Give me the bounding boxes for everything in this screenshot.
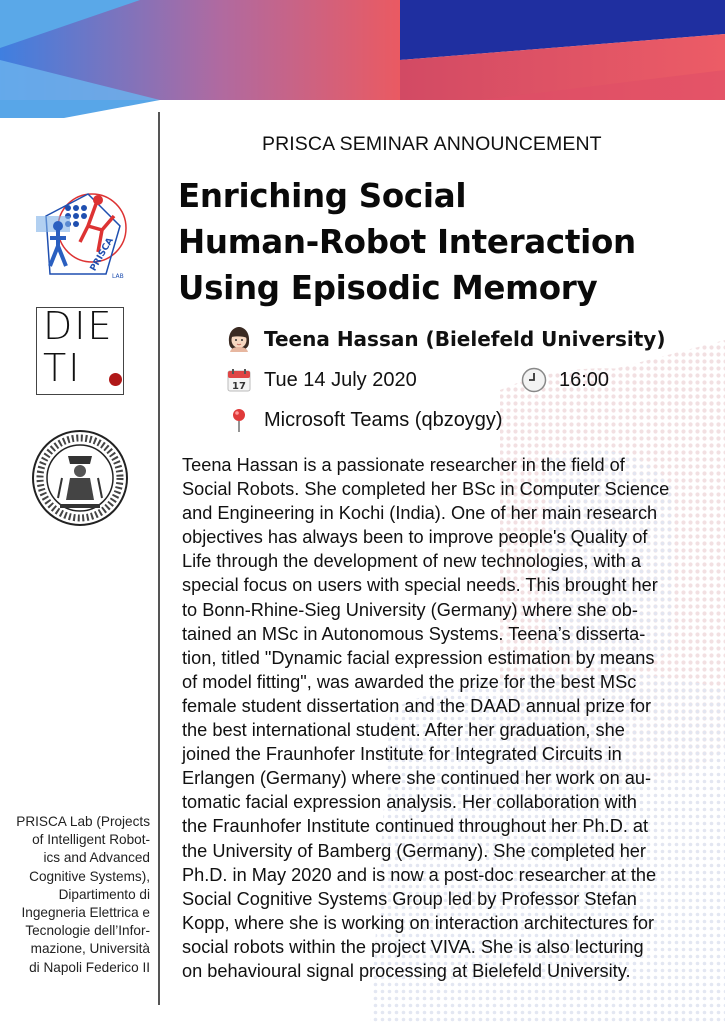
event-location: Microsoft Teams (qbzoygy) — [264, 408, 503, 431]
bio-line: Ph.D. in May 2020 and is now a post-doc researcher at the — [182, 864, 657, 885]
bio-line: and Engineering in Kochi (India). One of her main research — [182, 503, 658, 524]
pin-icon — [226, 407, 252, 433]
bio-line: the Fraunhofer Institute continued throughout her Ph.D. at — [182, 816, 649, 837]
bio-line: the best international student. After her graduation, she — [182, 720, 625, 741]
affiliation-line: Dipartimento di — [58, 886, 150, 902]
clock-icon — [521, 367, 547, 393]
bio-line: to Bonn-Rhine-Sieg University (Germany) where she ob- — [182, 599, 638, 620]
bio-line: of model fitting", was awarded the prize for the best MSc — [182, 671, 637, 692]
bio-line: Social Cognitive Systems Group led by Professor Stefan — [182, 888, 637, 909]
bio-line: Social Robots. She completed her BSc in Computer Science — [182, 479, 670, 500]
affiliation-line: ics and Advanced — [43, 850, 150, 866]
dieti-logo-line-2: TI — [43, 346, 82, 390]
bio-line: objectives has always been to improve people's Quality of — [182, 527, 648, 548]
bio-line: social robots within the project VIVA. She is also lecturing — [182, 936, 644, 957]
location-row — [226, 407, 503, 433]
bio-line: tained an MSc in Autonomous Systems. Teena’s disserta- — [182, 623, 646, 644]
svg-text:PRISCA: PRISCA — [88, 236, 116, 274]
woman-emoji-icon — [226, 326, 252, 352]
calendar-icon — [226, 367, 252, 393]
svg-text:LAB: LAB — [112, 273, 124, 280]
bio-line: Teena Hassan is a passionate researcher in the field of — [182, 455, 625, 475]
bio-line: Life through the development of new technologies, with a — [182, 551, 642, 572]
affiliation-line: Cognitive Systems), — [29, 868, 150, 884]
bio-line: tion, titled "Dynamic facial expression estimation by means — [182, 647, 655, 668]
bio-line: special focus on users with special needs. This brought her — [182, 575, 658, 596]
title-line: Enriching Social — [178, 177, 467, 215]
affiliation-line: of Intelligent Robot- — [32, 832, 150, 848]
prisca-lab-logo — [28, 186, 128, 280]
affiliation-line: PRISCA Lab (Projects — [16, 814, 150, 829]
svg-text:17: 17 — [232, 381, 246, 392]
vertical-divider — [158, 112, 160, 1005]
bio-line: the University of Bamberg (Germany). She completed her — [182, 840, 646, 861]
speaker-bio — [182, 453, 717, 983]
bio-line: tomatic facial expression analysis. Her collaboration with — [182, 792, 637, 813]
bio-line: on behavioural signal processing at Bielefeld University. — [182, 960, 631, 981]
seminar-title — [178, 173, 698, 311]
affiliation-line: Ingegneria Elettrica e — [21, 905, 150, 921]
affiliation-line: di Napoli Federico II — [29, 959, 150, 975]
event-time: 16:00 — [559, 368, 610, 391]
bio-line: female student dissertation and the DAAD annual prize for — [182, 695, 652, 716]
seminar-label: PRISCA SEMINAR ANNOUNCEMENT — [262, 133, 602, 155]
event-date: Tue 14 July 2020 — [264, 368, 417, 391]
date-row — [226, 367, 417, 393]
university-seal-logo — [30, 428, 130, 528]
speaker-row — [226, 326, 665, 352]
header-banner — [0, 0, 725, 118]
speaker-name: Teena Hassan (Bielefeld University) — [264, 327, 666, 351]
time-row — [521, 367, 609, 393]
dieti-logo-line-1: DIE — [43, 304, 114, 348]
affiliation-line: mazione, Università — [30, 941, 150, 957]
affiliation-text — [0, 813, 150, 977]
title-line: Using Episodic Memory — [178, 269, 598, 307]
bio-line: Erlangen (Germany) where she continued her work on au- — [182, 768, 652, 789]
bio-line: joined the Fraunhofer Institute for Integrated Circuits in — [182, 744, 622, 765]
dieti-red-dot — [109, 373, 122, 386]
dieti-logo — [36, 304, 124, 395]
bio-line: Kopp, where she is working on interaction architectures for — [182, 912, 655, 933]
title-line: Human-Robot Interaction — [178, 223, 636, 261]
affiliation-line: Tecnologie dell’Infor- — [25, 923, 150, 939]
